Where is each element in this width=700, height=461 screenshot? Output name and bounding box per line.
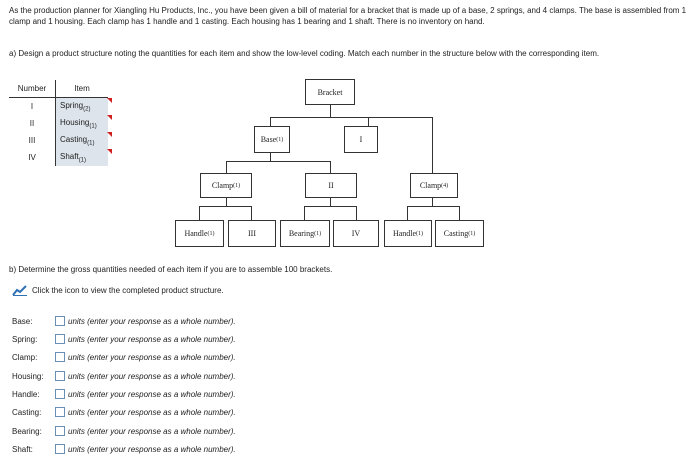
row-number: III (9, 132, 56, 149)
part-a-instructions: a) Design a product structure noting the quantities for each item and show the low-level coding. Match each number in the structure below with the corresponding item. (9, 49, 600, 58)
part-b-instructions: b) Determine the gross quantities needed of each item if you are to assemble 100 brackets. (9, 265, 333, 274)
node-handle-1: Handle (1) (175, 220, 224, 247)
node-number-iv: IV (333, 220, 379, 247)
header-item: Item (56, 80, 109, 98)
node-clamp-4: Clamp (4) (410, 173, 458, 198)
casting-input[interactable] (55, 407, 65, 417)
response-label: Clamp: (12, 352, 38, 362)
response-label: Shaft: (12, 444, 33, 454)
response-row-shaft (12, 442, 236, 456)
node-number-ii: II (305, 173, 357, 198)
clamp-input[interactable] (55, 352, 65, 362)
response-hint: units (enter your response as a whole number). (68, 316, 236, 326)
response-hint: units (enter your response as a whole number). (68, 444, 236, 454)
handle-input[interactable] (55, 389, 65, 399)
item-select-2[interactable]: Housing$_{(1)}$ (56, 115, 109, 132)
item-select-1[interactable]: Spring$_{(2)}$ (56, 98, 109, 116)
response-row-casting (12, 405, 236, 419)
response-label: Base: (12, 316, 33, 326)
node-number-iii: III (228, 220, 276, 247)
node-casting: Casting (1) (435, 220, 484, 247)
node-bracket: Bracket (305, 79, 355, 105)
response-hint: units (enter your response as a whole number). (68, 407, 236, 417)
node-clamp-1: Clamp (1) (200, 173, 252, 198)
view-structure-text[interactable]: Click the icon to view the completed product structure. (32, 286, 224, 295)
bearing-input[interactable] (55, 426, 65, 436)
spring-input[interactable] (55, 334, 65, 344)
response-row-spring (12, 332, 236, 346)
response-row-bearing (12, 424, 236, 438)
response-row-handle (12, 387, 236, 401)
response-row-housing (12, 369, 236, 383)
node-number-i: I (344, 126, 378, 153)
number-item-table (9, 80, 108, 166)
response-hint: units (enter your response as a whole number). (68, 389, 236, 399)
item-select-3[interactable]: Casting$_{(1)}$ (56, 132, 109, 149)
response-hint: units (enter your response as a whole number). (68, 334, 236, 344)
row-number: IV (9, 149, 56, 166)
response-row-base (12, 314, 236, 328)
node-base: Base (1) (254, 126, 290, 153)
chart-icon[interactable] (12, 285, 28, 296)
dropdown-flag-icon (107, 98, 112, 103)
response-hint: units (enter your response as a whole number). (68, 371, 236, 381)
dropdown-flag-icon (107, 115, 112, 120)
response-label: Handle: (12, 389, 40, 399)
header-number: Number (9, 80, 56, 98)
response-hint: units (enter your response as a whole number). (68, 426, 236, 436)
housing-input[interactable] (55, 371, 65, 381)
view-structure-link[interactable] (12, 285, 224, 296)
row-number: II (9, 115, 56, 132)
row-number: I (9, 98, 56, 116)
node-handle-2: Handle (1) (384, 220, 432, 247)
problem-intro: As the production planner for Xiangling Hu Products, Inc., you have been given a bill of material for a bracket that is made up of a base, 2 springs, and 4 clamps. The base is assembled from 1 clamp and 1 housing. Each clamp has 1 handle and 1 casting. Each housing has 1 bearing and 1 shaft. There is no inventory on hand. (9, 6, 687, 26)
node-bearing: Bearing (1) (280, 220, 330, 247)
response-label: Casting: (12, 407, 42, 417)
dropdown-flag-icon (107, 149, 112, 154)
base-input[interactable] (55, 316, 65, 326)
response-label: Spring: (12, 334, 38, 344)
response-row-clamp (12, 350, 236, 364)
shaft-input[interactable] (55, 444, 65, 454)
response-hint: units (enter your response as a whole number). (68, 352, 236, 362)
item-select-4[interactable]: Shaft$_{(1)}$ (56, 149, 109, 166)
dropdown-flag-icon (107, 132, 112, 137)
response-label: Bearing: (12, 426, 42, 436)
response-label: Housing: (12, 371, 44, 381)
